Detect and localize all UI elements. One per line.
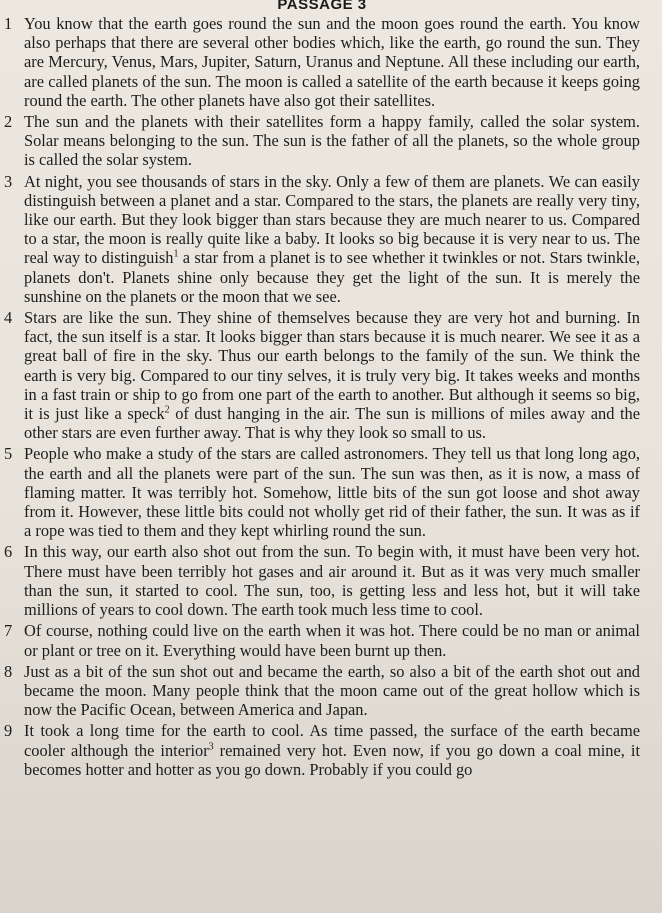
paragraph-text	[24, 444, 640, 540]
paragraph-number: 2	[4, 112, 13, 132]
text-segment: of dust hanging in the air. The sun is millions of miles away and the other stars are even further away. That is why they look so small to us.	[24, 404, 640, 443]
paragraph-7	[4, 621, 640, 659]
paragraph-text	[24, 112, 640, 170]
text-segment: At night, you see thousands of stars in the sky. Only a few of them are planets. We can easily distinguish between a planet and a star. Compared to the stars, the planets are really very tiny, like our earth. But they look bigger than stars because they are much nearer to us. Compared to a star, the moon is really quite like a baby. It looks so big because it is very near to us. The real way to distinguish	[24, 171, 640, 268]
paragraph-number: 8	[4, 661, 13, 681]
text-segment: Just as a bit of the sun shot out and became the earth, so also a bit of the earth shot out and became the moon. Many people think that the moon came out of the great hollow which is now the Pacific Ocean, between America and Japan.	[24, 661, 640, 720]
paragraph-5	[4, 444, 640, 540]
footnote-marker: 3	[208, 741, 214, 753]
paragraph-8	[4, 662, 640, 720]
paragraph-text	[24, 721, 640, 779]
text-segment: People who make a study of the stars are called astronomers. They tell us that long long ago, the earth and all the planets were part of the sun. The sun was then, as it is now, a mass of flaming matter. It was terribly hot. Somehow, little bits of the sun got loose and shot away from it. However, these little bits could not wholly get rid of their father, the sun. It was as if a rope was tied to them and they kept whirling round the sun.	[24, 444, 640, 541]
paragraph-number: 3	[4, 171, 13, 191]
paragraph-2	[4, 112, 640, 170]
text-segment: You know that the earth goes round the sun and the moon goes round the earth. You know also perhaps that there are several other bodies which, like the earth, go round the sun. They are Mercury, Venus, Mars, Jupiter, Saturn, Uranus and Neptune. All these including our earth, are called planets of the sun. The moon is called a satellite of the earth because it keeps going round the earth. The other planets have also got their satellites.	[24, 14, 640, 110]
paragraph-text	[24, 308, 640, 442]
paragraph-number: 6	[4, 542, 13, 562]
paragraph-number: 7	[4, 621, 13, 641]
paragraph-text	[24, 14, 640, 110]
paragraph-text	[24, 542, 640, 619]
passage-heading: PASSAGE 3	[277, 0, 367, 13]
paragraph-6	[4, 542, 640, 619]
text-segment: It took a long time for the earth to cool. As time passed, the surface of the earth became cooler although the interior	[24, 721, 640, 760]
paragraph-number: 1	[4, 14, 13, 33]
text-segment: remained very hot. Even now, if you go down a coal mine, it becomes hotter and hotter as you go down. Probably if you could go	[24, 740, 640, 779]
paragraph-9	[4, 721, 640, 779]
text-segment: In this way, our earth also shot out from the sun. To begin with, it must have been very hot. There must have been terribly hot gases and air around it. But as it was very much smaller than the sun, it started to cool. The sun, too, is getting less and less hot, but it will take millions of years to cool down. The earth took much less time to cool.	[24, 542, 640, 620]
paragraph-number: 5	[4, 444, 13, 464]
paragraph-1	[4, 14, 640, 110]
paragraph-text	[24, 662, 640, 720]
text-segment: Stars are like the sun. They shine of themselves because they are very hot and burning. In fact, the sun itself is a star. It looks bigger than stars because it is much nearer. We see it as a great ball of fire in the sky. Thus our earth belongs to the family of the sun. We think the earth is very big. Compared to our tiny selves, it is truly very big. It takes weeks and months in a fast train or ship to go from one part of the earth to another. But although it seems so big, it is just like a speck	[24, 308, 640, 424]
paragraph-number: 9	[4, 721, 13, 741]
paragraph-number: 4	[4, 308, 13, 328]
footnote-marker: 1	[173, 248, 179, 260]
passage-body	[4, 14, 640, 779]
footnote-marker: 2	[164, 404, 170, 416]
text-segment: Of course, nothing could live on the earth when it was hot. There could be no man or animal or plant or tree on it. Everything would have been burnt up then.	[24, 621, 640, 660]
paragraph-text	[24, 172, 640, 306]
text-segment: The sun and the planets with their satellites form a happy family, called the solar system. Solar means belonging to the sun. The sun is the father of all the planets, so the whole group is called the solar system.	[24, 112, 640, 170]
text-segment: a star from a planet is to see whether it twinkles or not. Stars twinkle, planets don't. Planets shine only because they get the light of the sun. It is merely the sunshine on the planets or the moon that we see.	[24, 248, 640, 306]
paragraph-4	[4, 308, 640, 442]
paragraph-3	[4, 172, 640, 306]
paragraph-text	[24, 621, 640, 659]
